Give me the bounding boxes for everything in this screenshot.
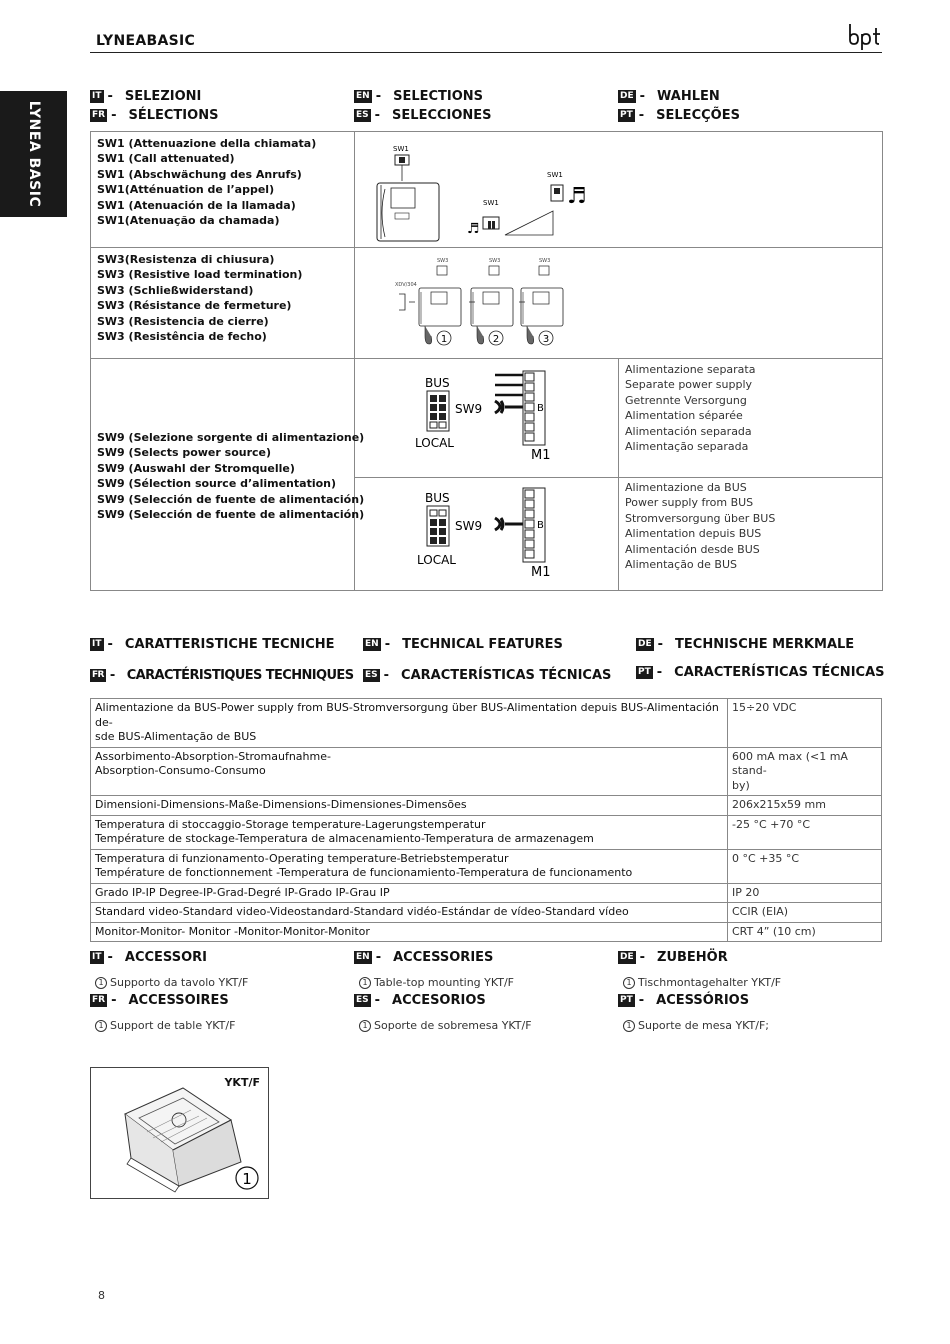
- spec-label: Temperatura di funzionamento-Operating temperature-Betriebstemperatur Température de fonctionnement -Temperatura de funcionamiento-Temperatura de funcionamento: [91, 849, 728, 883]
- svg-text:SW3: SW3: [539, 258, 551, 264]
- number-1-icon: 1: [359, 977, 371, 989]
- accessory-illustration-box: [90, 1067, 269, 1199]
- spec-value: 206x215x59 mm: [728, 796, 882, 816]
- number-1-icon: 1: [623, 1020, 635, 1032]
- accessory-item-pt: 1 Suporte de mesa YKT/F;: [623, 1019, 769, 1032]
- table-stand-illustration: [91, 1068, 268, 1198]
- bpt-logo: [846, 20, 884, 50]
- svg-text:BUS: BUS: [425, 376, 450, 390]
- heading-technical-de: DE - TECHNISCHE MERKMALE: [638, 637, 855, 652]
- accessory-code-label: YKT/F: [224, 1076, 260, 1089]
- heading-accessories-es: ES - ACCESORIOS: [356, 993, 486, 1008]
- heading-technical-pt: PT - CARACTERÍSTICAS TÉCNICAS: [638, 665, 885, 680]
- sw1-description: SW1 (Attenuazione della chiamata) SW1 (Call attenuated) SW1 (Abschwächung des Anrufs) SW1(Atténuation de l’appel) SW1 (Atenuación de la llamada) SW1(Atenuação da chamada): [97, 137, 317, 228]
- svg-text:LOCAL: LOCAL: [417, 553, 456, 567]
- spec-label: Monitor-Monitor- Monitor -Monitor-Monitor-Monitor: [91, 922, 728, 942]
- spec-label: Alimentazione da BUS-Power supply from BUS-Stromversorgung über BUS-Alimentation depuis BUS-Alimentación de- sde BUS-Alimentação de BUS: [91, 699, 728, 748]
- number-1-icon: 1: [359, 1020, 371, 1032]
- svg-text:1: 1: [440, 334, 448, 345]
- spec-row: [91, 796, 882, 816]
- svg-text:1: 1: [242, 1170, 252, 1188]
- spec-label: Grado IP-IP Degree-IP-Grad-Degré IP-Grado IP-Grau IP: [91, 883, 728, 903]
- accessory-item-fr: 1 Support de table YKT/F: [95, 1019, 235, 1032]
- svg-text:B: B: [537, 520, 544, 531]
- sw3-diagram: [355, 248, 618, 358]
- heading-technical-fr: FR - CARACTÉRISTIQUES TECHNIQUES: [92, 668, 354, 683]
- heading-accessories-de: DE - ZUBEHÖR: [620, 950, 728, 965]
- spec-row: [91, 849, 882, 883]
- spec-value: -25 °C +70 °C: [728, 815, 882, 849]
- heading-accessories-pt: PT - ACESSÓRIOS: [620, 993, 750, 1008]
- svg-text:BUS: BUS: [425, 491, 450, 505]
- sw9-separate-supply-diagram: [355, 359, 618, 477]
- heading-accessories-it: IT - ACCESSORI: [92, 950, 207, 965]
- page-number: 8: [98, 1289, 105, 1302]
- sw3-description: SW3(Resistenza di chiusura) SW3 (Resistive load termination) SW3 (Schließwiderstand) SW3 (Résistance de fermeture) SW3 (Resistencia de cierre) SW3 (Resistência de fecho): [97, 253, 303, 344]
- svg-text:SW9: SW9: [455, 402, 483, 416]
- header-rule: [90, 52, 882, 53]
- bus-supply-labels: Alimentazione da BUS Power supply from BUS Stromversorgung über BUS Alimentation depuis BUS Alimentación desde BUS Alimentação de BUS: [625, 481, 776, 572]
- svg-text:2: 2: [492, 334, 500, 345]
- spec-value: 15÷20 VDC: [728, 699, 882, 748]
- spec-value: 600 mA max (<1 mA stand- by): [728, 747, 882, 796]
- table-divider: [618, 358, 619, 590]
- spec-value: IP 20: [728, 883, 882, 903]
- spec-value: CRT 4” (10 cm): [728, 922, 882, 942]
- spec-row: [91, 747, 882, 796]
- svg-text:M1: M1: [531, 448, 551, 463]
- spec-label: Temperatura di stoccaggio-Storage temperature-Lagerungstemperatur Température de stockage-Temperatura de almacenamiento-Temperatura de armazenagem: [91, 815, 728, 849]
- svg-text:M1: M1: [531, 565, 551, 580]
- accessory-item-de: 1 Tischmontagehalter YKT/F: [623, 976, 781, 989]
- spec-row: [91, 699, 882, 748]
- heading-accessories-fr: FR - ACCESSOIRES: [92, 993, 229, 1008]
- spec-label: Standard video-Standard video-Videostandard-Standard vidéo-Estándar de vídeo-Standard vídeo: [91, 903, 728, 923]
- number-1-icon: 1: [95, 1020, 107, 1032]
- separate-supply-labels: Alimentazione separata Separate power supply Getrennte Versorgung Alimentation séparée Alimentación separada Alimentação separada: [625, 363, 756, 454]
- heading-selections-es: ES - SELECCIONES: [356, 108, 492, 123]
- heading-technical-es: ES - CARACTERÍSTICAS TÉCNICAS: [365, 668, 612, 683]
- heading-selections-fr: FR - SÉLECTIONS: [92, 108, 219, 123]
- heading-technical-it: IT - CARATTERISTICHE TECNICHE: [92, 637, 335, 652]
- sw1-diagram: [355, 133, 618, 247]
- spec-row: [91, 815, 882, 849]
- spec-row: [91, 903, 882, 923]
- svg-text:XDV/304: XDV/304: [395, 282, 417, 288]
- spec-row: [91, 922, 882, 942]
- svg-text:SW1: SW1: [393, 145, 409, 153]
- heading-selections-en: EN - SELECTIONS: [356, 89, 484, 104]
- heading-selections-pt: PT - SELECÇÕES: [620, 108, 740, 123]
- svg-text:B: B: [537, 403, 544, 414]
- svg-text:SW3: SW3: [489, 258, 501, 264]
- document-title: LYNEABASIC: [96, 33, 196, 49]
- svg-text:♬: ♬: [467, 221, 480, 237]
- svg-text:3: 3: [542, 334, 550, 345]
- spec-label: Dimensioni-Dimensions-Maße-Dimensions-Dimensiones-Dimensões: [91, 796, 728, 816]
- selections-table: [90, 131, 883, 591]
- svg-text:SW1: SW1: [547, 171, 563, 179]
- side-tab-label: LYNEA BASIC: [25, 100, 42, 208]
- spec-row: [91, 883, 882, 903]
- accessory-item-es: 1 Soporte de sobremesa YKT/F: [359, 1019, 532, 1032]
- svg-text:♬: ♬: [567, 184, 587, 209]
- sw9-bus-supply-diagram: [355, 478, 618, 590]
- accessory-item-en: 1 Table-top mounting YKT/F: [359, 976, 514, 989]
- heading-selections-it: IT - SELEZIONI: [92, 89, 202, 104]
- number-1-icon: 1: [95, 977, 107, 989]
- accessory-item-it: 1 Supporto da tavolo YKT/F: [95, 976, 248, 989]
- spec-value: CCIR (EIA): [728, 903, 882, 923]
- spec-label: Assorbimento-Absorption-Stromaufnahme- Absorption-Consumo-Consumo: [91, 747, 728, 796]
- heading-accessories-en: EN - ACCESSORIES: [356, 950, 494, 965]
- side-section-tab: [0, 91, 67, 217]
- technical-specs-table: [90, 698, 882, 942]
- heading-selections-de: DE - WAHLEN: [620, 89, 720, 104]
- svg-text:SW1: SW1: [483, 199, 499, 207]
- heading-technical-en: EN - TECHNICAL FEATURES: [365, 637, 563, 652]
- spec-value: 0 °C +35 °C: [728, 849, 882, 883]
- number-1-icon: 1: [623, 977, 635, 989]
- sw9-description: SW9 (Selezione sorgente di alimentazione) SW9 (Selects power source) SW9 (Auswahl der Stromquelle) SW9 (Sélection source d’alimentation) SW9 (Selección de fuente de alimentación) SW9 (Selección de fuente de alimentación): [97, 431, 365, 522]
- svg-text:LOCAL: LOCAL: [415, 436, 454, 450]
- svg-text:SW3: SW3: [437, 258, 449, 264]
- svg-text:SW9: SW9: [455, 519, 483, 533]
